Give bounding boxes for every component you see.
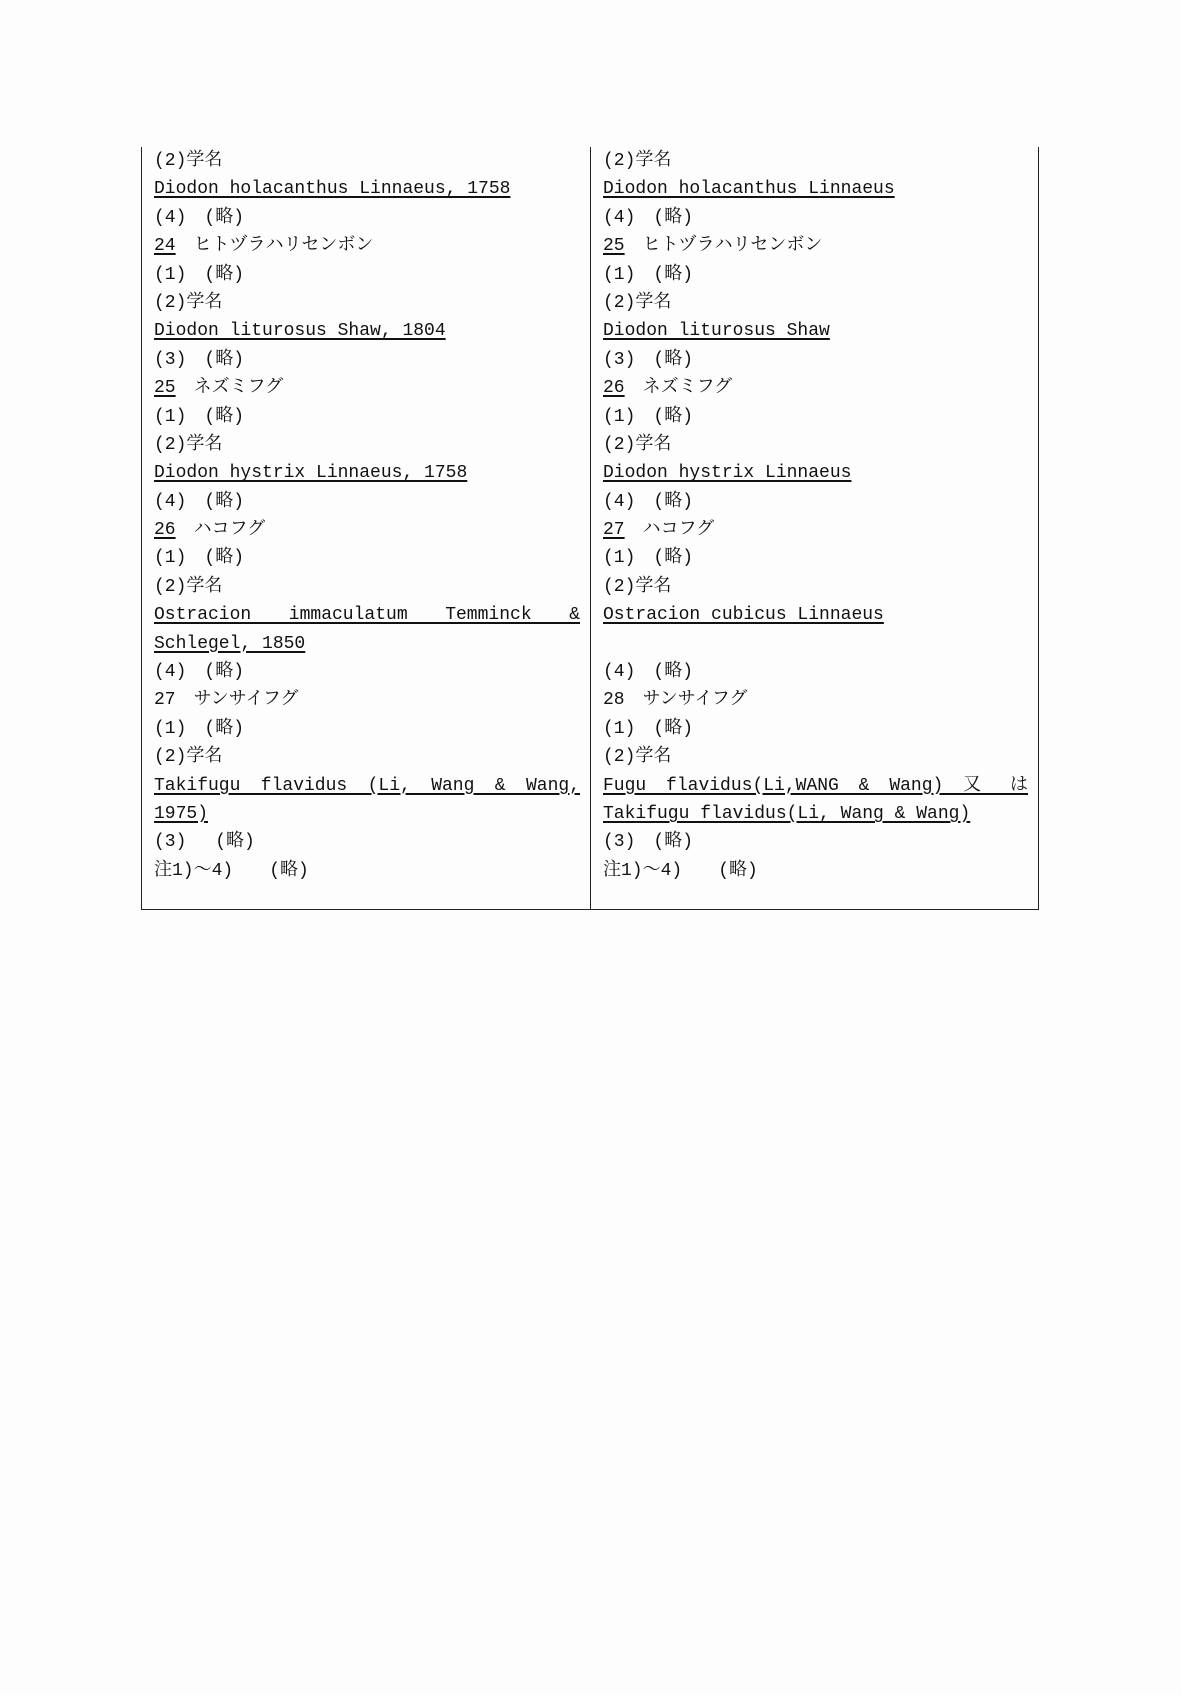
text-line: [154, 573, 580, 601]
line-text: (1) (略): [154, 264, 245, 285]
text-line: [603, 175, 1028, 203]
text-line: [603, 573, 1028, 601]
text-line: [603, 488, 1028, 516]
line-text: 注1)～4) (略): [603, 860, 758, 881]
text-line: [603, 743, 1028, 771]
text-line: [154, 317, 580, 345]
text-line: [154, 346, 580, 374]
text-line: [603, 772, 1028, 800]
item-number: 26: [603, 378, 625, 399]
text-line: [154, 686, 580, 714]
text-line: [603, 261, 1028, 289]
text-line: [603, 800, 1028, 828]
line-text: (2)学名: [154, 747, 223, 768]
text-line: [154, 175, 580, 203]
text-line: [603, 289, 1028, 317]
text-line: [603, 374, 1028, 402]
text-line: [154, 828, 580, 856]
text-line: [603, 232, 1028, 260]
text-line: [154, 743, 580, 771]
line-text: (1) (略): [154, 718, 245, 739]
item-number: 25: [603, 236, 625, 257]
text-line: [154, 488, 580, 516]
text-line: [603, 630, 1028, 658]
text-line: [603, 601, 1028, 629]
text-line: [603, 658, 1028, 686]
line-text: (2)学名: [154, 292, 223, 313]
scientific-name: Diodon hystrix Linnaeus: [603, 463, 852, 484]
item-number: 25: [154, 378, 176, 399]
scientific-name: 1975): [154, 803, 209, 824]
text-line: [154, 147, 580, 175]
line-text: (4) (略): [603, 207, 694, 228]
item-name: ハコフグ: [175, 520, 266, 541]
text-line: [154, 403, 580, 431]
item-name: ハコフグ: [624, 520, 715, 541]
text-line: [603, 346, 1028, 374]
comparison-table: [141, 147, 1039, 910]
line-text: (1) (略): [603, 406, 694, 427]
text-line: [154, 516, 580, 544]
text-line: [603, 686, 1028, 714]
text-line: [154, 374, 580, 402]
text-line: [154, 658, 580, 686]
text-line: [603, 317, 1028, 345]
line-text: (1) (略): [603, 548, 694, 569]
line-text: (3) (略): [154, 349, 245, 370]
scientific-name: Diodon liturosus Shaw, 1804: [154, 321, 446, 342]
line-text: (4) (略): [154, 491, 245, 512]
text-line: [154, 857, 580, 885]
text-line: [154, 459, 580, 487]
item-name: ネズミフグ: [624, 378, 733, 399]
line-text: (2)学名: [603, 151, 672, 171]
text-line: [154, 289, 580, 317]
text-line: [603, 459, 1028, 487]
item-name: ヒトヅラハリセンボン: [624, 236, 823, 257]
text-line: [154, 204, 580, 232]
item-name: ネズミフグ: [175, 378, 284, 399]
scientific-name: Schlegel, 1850: [154, 633, 306, 654]
current-column: [590, 147, 1038, 909]
scientific-name: Diodon hystrix Linnaeus, 1758: [154, 463, 468, 484]
line-text: (1) (略): [154, 548, 245, 569]
text-line: [603, 516, 1028, 544]
line-text: (4) (略): [154, 662, 245, 683]
scientific-name: Fugu flavidus(Li,WANG & Wang) 又 は: [603, 775, 1028, 796]
scientific-name: Diodon liturosus Shaw: [603, 321, 830, 342]
text-line: [603, 204, 1028, 232]
text-line: [603, 857, 1028, 885]
item-number: 26: [154, 520, 176, 541]
item-number: 27: [603, 520, 625, 541]
line-text: 27 サンサイフグ: [154, 690, 299, 711]
item-name: ヒトヅラハリセンボン: [175, 236, 374, 257]
text-line: [154, 232, 580, 260]
text-line: [154, 800, 580, 828]
text-line: [154, 601, 580, 629]
text-line: [603, 403, 1028, 431]
text-line: [154, 772, 580, 800]
line-text: (2)学名: [603, 292, 672, 313]
line-text: (1) (略): [603, 718, 694, 739]
scientific-name: Ostracion immaculatum Temminck &: [154, 605, 580, 626]
text-line: [603, 431, 1028, 459]
line-text: (4) (略): [603, 662, 694, 683]
text-line: [154, 715, 580, 743]
scientific-name: Diodon holacanthus Linnaeus: [603, 179, 895, 200]
line-text: (2)学名: [154, 576, 223, 597]
text-line: [154, 261, 580, 289]
line-text: (2)学名: [603, 434, 672, 455]
line-text: (2)学名: [603, 576, 672, 597]
text-line: [603, 544, 1028, 572]
line-text: (4) (略): [154, 207, 245, 228]
scientific-name: Takifugu flavidus(Li, Wang & Wang): [603, 803, 971, 824]
scientific-name: Diodon holacanthus Linnaeus, 1758: [154, 179, 511, 200]
scientific-name: Takifugu flavidus (Li, Wang & Wang,: [154, 775, 580, 796]
line-text: (1) (略): [603, 264, 694, 285]
line-text: (3) (略): [603, 832, 694, 853]
line-text: (2)学名: [154, 151, 223, 171]
item-number: 24: [154, 236, 176, 257]
text-line: [603, 828, 1028, 856]
text-line: [154, 544, 580, 572]
line-text: (3) (略): [154, 832, 255, 853]
text-line: [154, 630, 580, 658]
text-line: [603, 147, 1028, 175]
line-text: (2)学名: [154, 434, 223, 455]
line-text: 28 サンサイフグ: [603, 690, 748, 711]
line-text: (2)学名: [603, 747, 672, 768]
line-text: (1) (略): [154, 406, 245, 427]
text-line: [603, 715, 1028, 743]
text-line: [154, 431, 580, 459]
line-text: (4) (略): [603, 491, 694, 512]
line-text: (3) (略): [603, 349, 694, 370]
scientific-name: Ostracion cubicus Linnaeus: [603, 605, 884, 626]
line-text: 注1)～4) (略): [154, 860, 309, 881]
revised-column: [142, 147, 590, 909]
